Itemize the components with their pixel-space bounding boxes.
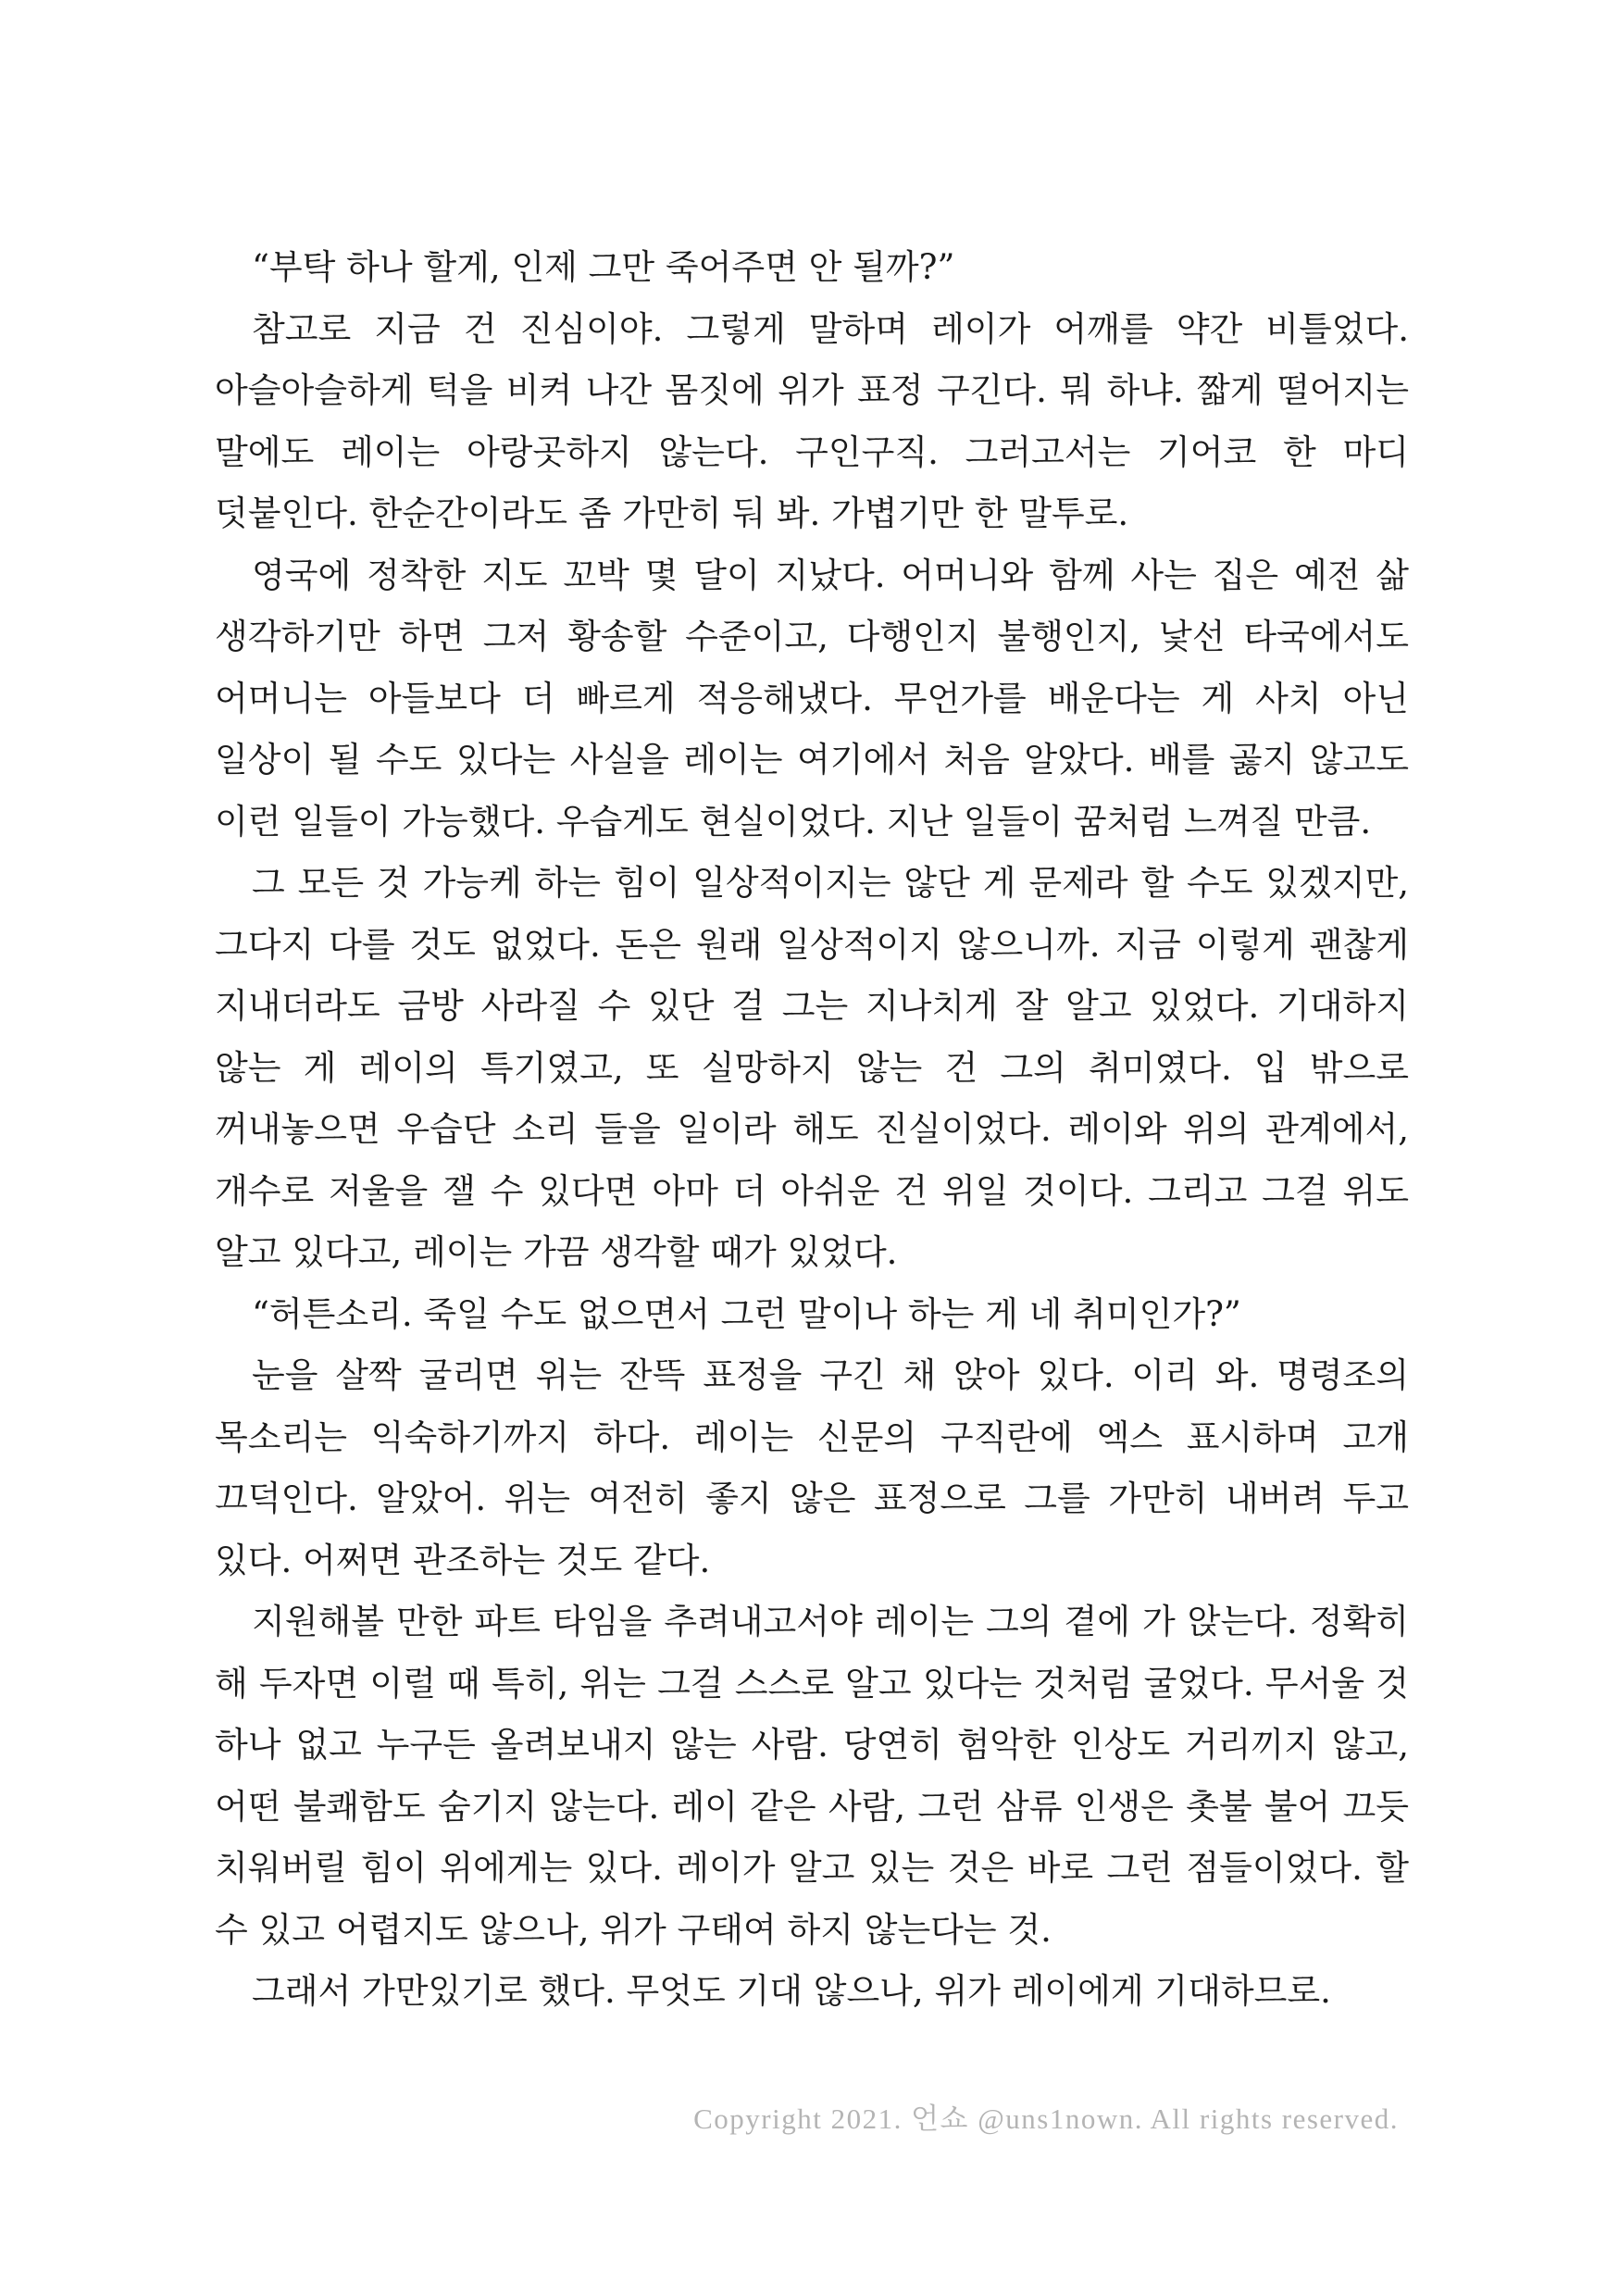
paragraph: “허튼소리. 죽일 수도 없으면서 그런 말이나 하는 게 네 취미인가?” [252,1293,1241,1334]
body-text [215,237,1409,2023]
copyright-notice: Copyright 2021. 언쇼 @uns1nown. All rights reserved. [693,2103,1399,2135]
paragraph: 그 모든 것 가능케 하는 힘이 일상적이지는 않단 게 문제라 할 수도 있겠지만, 그다지 다를 것도 없었다. 돈은 원래 일상적이지 않으니까. 지금 이렇게 괜찮게 지내더라도 금방 사라질 수 있단 걸 그는 지나치게 잘 알고 있었다. 기대하지 않는 게 레이의 특기였고, 또 실망하지 않는 건 그의 취미였다. 입 밖으로 꺼내놓으면 우습단 소리 들을 일이라 해도 진실이었다. 레이와 위의 관계에서, 개수로 저울을 잴 수 있다면 아마 더 아쉬운 건 위일 것이다. 그리고 그걸 위도 알고 있다고, 레이는 가끔 생각할 때가 있었다. [215,863,1409,1272]
paragraph: 참고로 지금 건 진심이야. 그렇게 말하며 레이가 어깨를 약간 비틀었다. 아슬아슬하게 턱을 비켜 나간 몸짓에 위가 표정 구긴다. 뭐 하냐. 짧게 떨어지는 말에도 레이는 아랑곳하지 않는다. 구인구직. 그러고서는 기어코 한 마디 덧붙인다. 한순간이라도 좀 가만히 둬 봐. 가볍기만 한 말투로. [215,308,1409,533]
paragraph: “부탁 하나 할게, 인제 그만 죽어주면 안 될까?” [252,247,955,287]
paragraph: 지원해볼 만한 파트 타임을 추려내고서야 레이는 그의 곁에 가 앉는다. 정확히 해 두자면 이럴 때 특히, 위는 그걸 스스로 알고 있다는 것처럼 굴었다. 무서울 것 하나 없고 누구든 올려보내지 않는 사람. 당연히 험악한 인상도 거리끼지 않고, 어떤 불쾌함도 숨기지 않는다. 레이 같은 사람, 그런 삼류 인생은 촛불 불어 끄듯 치워버릴 힘이 위에게는 있다. 레이가 알고 있는 것은 바로 그런 점들이었다. 할 수 있고 어렵지도 않으나, 위가 구태여 하지 않는다는 것. [215,1602,1409,1950]
paragraph: 영국에 정착한 지도 꼬박 몇 달이 지났다. 어머니와 함께 사는 집은 예전 삶 생각하기만 하면 그저 황송할 수준이고, 다행인지 불행인지, 낯선 타국에서도 어머니는 아들보다 더 빠르게 적응해냈다. 무언가를 배운다는 게 사치 아닌 일상이 될 수도 있다는 사실을 레이는 여기에서 처음 알았다. 배를 곯지 않고도 이런 일들이 가능했다. 우습게도 현실이었다. 지난 일들이 꿈처럼 느껴질 만큼. [215,555,1409,842]
paragraph: 눈을 살짝 굴리면 위는 잔뜩 표정을 구긴 채 앉아 있다. 이리 와. 명령조의 목소리는 익숙하기까지 하다. 레이는 신문의 구직란에 엑스 표시하며 고개 끄덕인다. 알았어. 위는 여전히 좋지 않은 표정으로 그를 가만히 내버려 두고 있다. 어쩌면 관조하는 것도 같다. [215,1355,1409,1580]
paragraph: 그래서 가만있기로 했다. 무엇도 기대 않으나, 위가 레이에게 기대하므로. [252,1971,1331,2011]
